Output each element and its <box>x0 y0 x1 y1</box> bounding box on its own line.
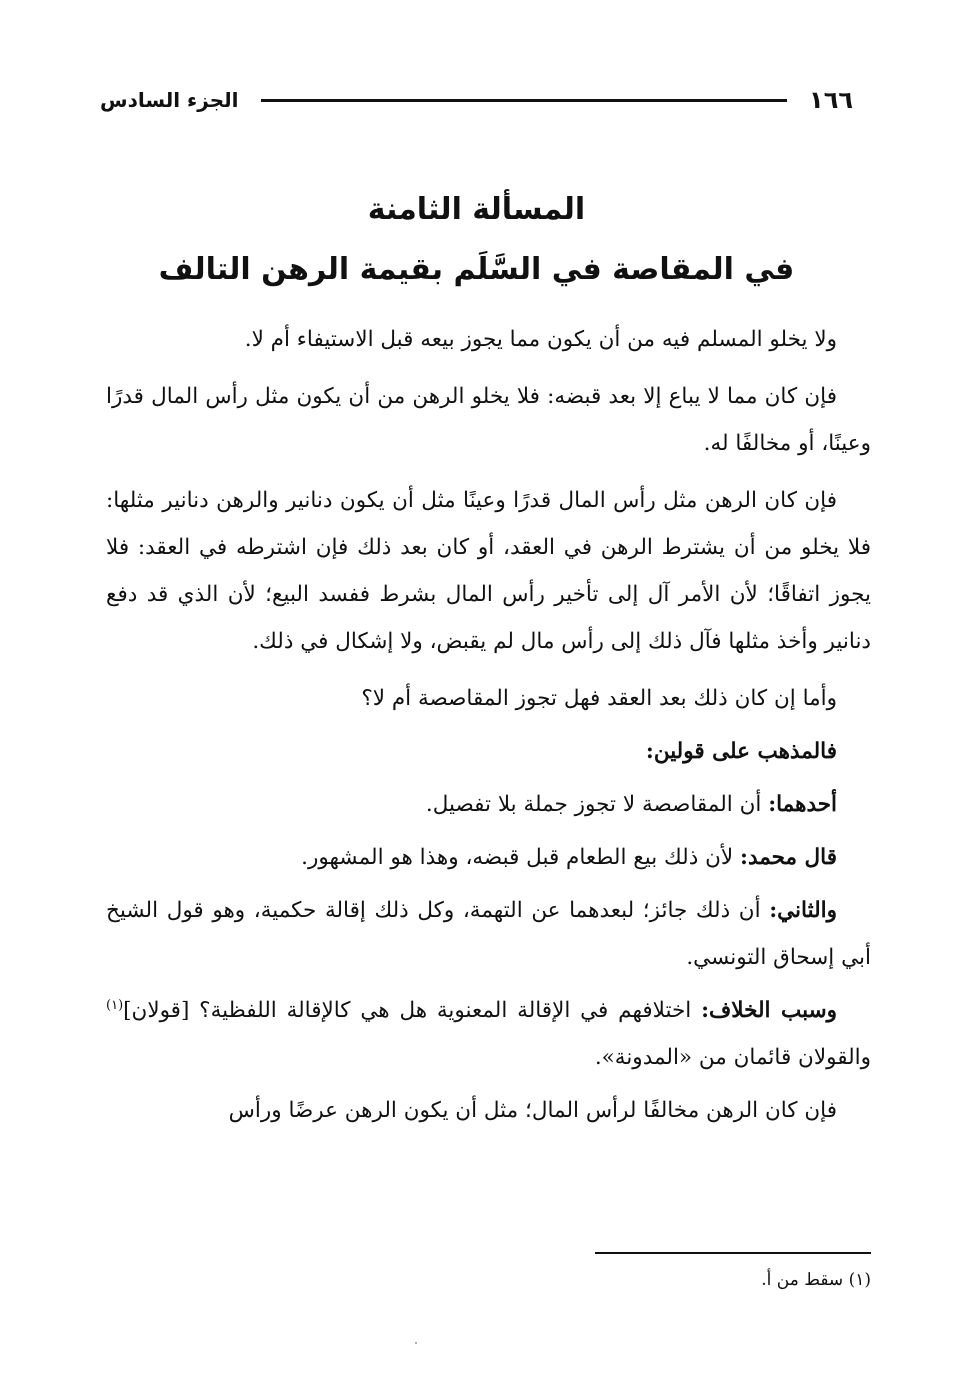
paragraph-text: أن المقاصصة لا تجوز جملة بلا تفصيل. <box>425 792 769 817</box>
paragraph-lead: فالمذهب على قولين: <box>645 739 837 764</box>
footnote-reference: (١) <box>106 997 124 1013</box>
footnote-rule <box>595 1252 871 1254</box>
page-number: ١٦٦ <box>809 86 853 114</box>
paragraph-7 <box>106 834 871 881</box>
paragraph-lead: وسبب الخلاف: <box>701 998 838 1023</box>
paragraph-2 <box>106 373 871 467</box>
paragraph-text: فإن كان الرهن مخالفًا لرأس المال؛ مثل أن يكون الرهن عرضًا ورأس <box>228 1098 837 1123</box>
paragraph-9 <box>106 987 871 1081</box>
paragraph-text: اختلافهم في الإقالة المعنوية هل هي كالإقالة اللفظية؟ [قولان] <box>123 998 702 1023</box>
header-rule <box>261 99 788 102</box>
paragraph-text-continued: والقولان قائمان من «المدونة». <box>594 1045 871 1070</box>
page-header <box>100 82 853 118</box>
footnote: (١) سقط من أ. <box>761 1270 871 1290</box>
paragraph-8 <box>106 887 871 981</box>
scan-speck <box>415 1342 417 1344</box>
body-text <box>106 316 871 1144</box>
paragraph-text: وأما إن كان ذلك بعد العقد فهل تجوز المقاصصة أم لا؟ <box>361 686 837 711</box>
paragraph-text: فإن كان الرهن مثل رأس المال قدرًا وعينًا مثل أن يكون دنانير والرهن دنانير مثلها: فلا يخلو من أن يشترط الرهن في العقد، أو كان بعد ذلك فإن اشترطه في العقد: فلا يجوز اتفاقًا؛ لأن الأمر آل إلى تأخير رأس المال بشرط ففسد البيع؛ لأن الذي قد دفع دنانير وأخذ مثلها فآل ذلك إلى رأس مال لم يقبض، ولا إشكال في ذلك. <box>106 488 871 654</box>
paragraph-lead: أحدهما: <box>768 792 837 817</box>
paragraph-5 <box>106 728 871 775</box>
paragraph-10 <box>106 1087 871 1134</box>
paragraph-text: ولا يخلو المسلم فيه من أن يكون مما يجوز بيعه قبل الاستيفاء أم لا. <box>244 327 837 352</box>
paragraph-6 <box>106 781 871 828</box>
paragraph-lead: قال محمد: <box>740 845 837 870</box>
running-title: الجزء السادس <box>100 88 239 112</box>
paragraph-text: فإن كان مما لا يباع إلا بعد قبضه: فلا يخلو الرهن من أن يكون مثل رأس المال قدرًا وعينًا، أو مخالفًا له. <box>106 384 871 456</box>
paragraph-1 <box>106 316 871 363</box>
paragraph-4 <box>106 675 871 722</box>
paragraph-text: لأن ذلك بيع الطعام قبل قبضه، وهذا هو المشهور. <box>301 845 741 870</box>
paragraph-lead: والثاني: <box>769 898 837 923</box>
paragraph-3 <box>106 477 871 665</box>
chapter-subtitle: في المقاصة في السَّلَم بقيمة الرهن التالف <box>158 252 795 287</box>
paragraph-text: أن ذلك جائز؛ لبعدهما عن التهمة، وكل ذلك إقالة حكمية، وهو قول الشيخ أبي إسحاق التونسي. <box>106 898 871 970</box>
chapter-title: المسألة الثامنة <box>367 192 586 227</box>
